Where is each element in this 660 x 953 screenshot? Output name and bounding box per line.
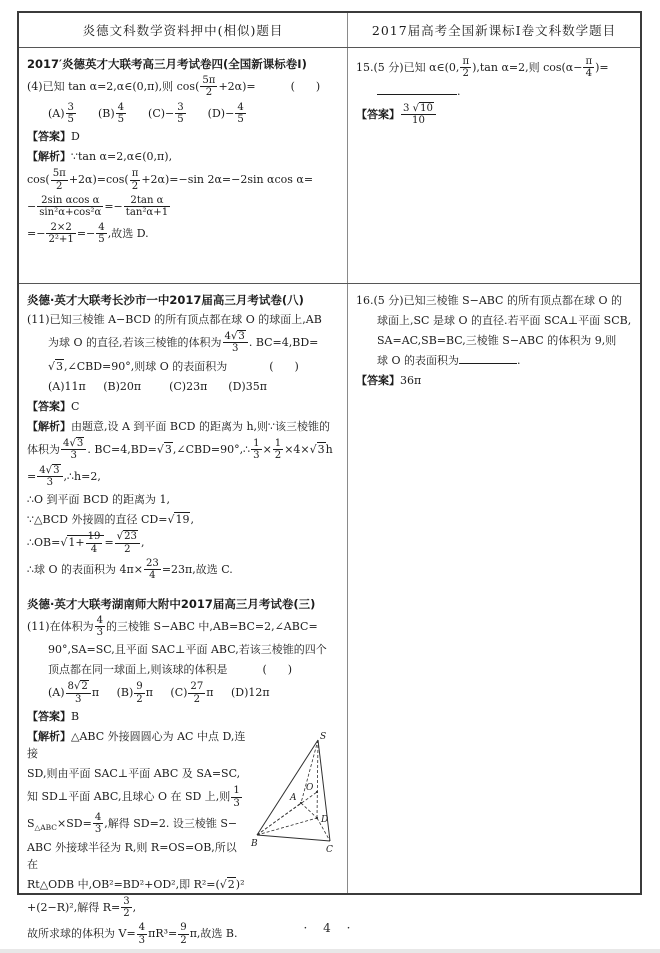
section1-title: 2017′炎德英才大联考高三月考试卷四(全国新课标卷Ⅰ) [27,57,307,71]
section3-title: 炎德·英才大联考湖南师大附中2017届高三月考试卷(三) [27,596,316,611]
question16-body: 16.(5 分)已知三棱锥 S−ABC 的所有顶点都在球 O 的 球面上,SC 是球 O 的直径.若平面 SCA⊥平面 SCB, SA=AC,SB=BC,三棱锥 S−ABC 的体积为 9,则 球 O 的表面积为 . 【答案】36π [356,294,632,388]
section3-question: (11)在体积为 $\frac{4}{3}$ 的三棱锥 S−ABC 中,AB=BC=2,∠ABC= 90°,SA=SC,且平面 SAC⊥平面 ABC,若该三棱锥的四个 顶点都在同一球面上,则该球的体积是 ( ) (A) $\frac{8√2}{3}$ π (B) $\frac{9}{2}$ π (C) $\frac{27}{2}$ π (D)12π 【答案】B [27,614,327,724]
section2-title: 炎德·英才大联考长沙市一中2017届高三月考试卷(八) [27,293,304,307]
vertex-label-d: D [321,815,329,826]
row2-left-cell [19,284,347,946]
section1-body: (4)已知 tan α=2,α∈(0,π),则 cos( $\frac{5\pi}{2}$ +2α)= ( ) (A) $\frac{3}{5}$ (B) $\frac{4}{5}$ (C)− $\frac{3}{5}$ (D)− $\frac{4}{5}$ 【答案】D 【解析】∵tan α=2,α∈(0,π), cos( $\frac{5\pi}{2}$ +2α)=cos( $\frac{\pi}{2}$ +2α)=−sin 2α=−2sin αcos α= − $\frac{\text{2sin αcos α}}{\text{sin²α+cos²α}}$ =− $\frac{\text{2tan α}}{\text{tan²α+1}}$ =− $\frac{2\times 2}{\text{2²+1}}$ =− $\frac{4}{5}$ ,故选 D. [27,75,321,246]
row2-right-cell [347,284,640,893]
header-left-title: 炎德文科数学资料押中(相似)题目 [82,23,284,38]
vertex-label-s: S [320,732,327,743]
tetrahedron-figure [251,730,339,854]
section3-analysis-body: 【解析】△ABC 外接圆圆心为 AC 中点 D,连接 SD,则由平面 SAC⊥平面 ABC 及 SA=SC, 知 SD⊥平面 ABC,且球心 O 在 SD 上,则 $\frac{1}{3}$ $S_{\triangle ABC}\times SD=$ $\frac{4}{3}$ ,解得 SD=2. 设三棱锥 S− ABC 外接球半径为 R,则 R=OS=OB,所以在 Rt△ODB 中,OB²=BD²+OD²,即 R²=(√2)² +(2−R)²,解得 R= $\frac{3}{2}$ , 故所求球的体积为 V= $\frac{4}{3}$ πR³= $\frac{9}{2}$ π,故选 B. [27,730,246,946]
table-row-2 [19,283,640,946]
vertex-label-a: A [290,793,297,804]
vertex-label-b: B [251,839,258,850]
question15-body: 15.(5 分)已知 α∈(0, $\frac{\pi}{2}$ ),tan α=2,则 cos(α− $\frac{\pi}{4}$ )= . 【答案】 $\frac{3 √10}{10}$ [356,56,609,127]
section2-body: (11)已知三棱锥 A−BCD 的所有顶点都在球 O 的球面上,AB 为球 O 的直径,若该三棱锥的体积为 $\frac{4√3}{3}$ . BC=4,BD= √3,∠CBD=90°,则球 O 的表面积为 ( ) (A)11π (B)20π (C)23π (D)35π 【答案】C 【解析】由题意,设 A 到平面 BCD 的距离为 h,则∵该三棱锥的 体积为 $\frac{4√3}{3}$ . BC=4,BD=√3,∠CBD=90°,∴ $\frac{1}{3}$ × $\frac{1}{2}$ ×4×√3h = $\frac{4√3}{3}$ ,∴h=2, ∴O 到平面 BCD 的距离为 1, ∵△BCD 外接圆的直径 CD=√19, ∴OB=√1+ $\frac{19}{4}$ = $\frac{√23}{2}$ , ∴球 O 的表面积为 4π× $\frac{23}{4}$ =23π,故选 C. [27,313,333,582]
table-header-row [19,13,640,47]
section3-analysis [27,728,339,946]
vertex-label-o: O [306,783,314,794]
row1-right-cell [347,48,640,283]
row1-left-cell [19,48,347,283]
comparison-table [17,11,642,946]
vertex-label-c: C [326,845,333,856]
table-row-1 [19,47,640,283]
page-number: · 4 · [303,921,357,935]
header-right-title: 2017届高考全国新课标Ⅰ卷文科数学题目 [347,13,640,47]
